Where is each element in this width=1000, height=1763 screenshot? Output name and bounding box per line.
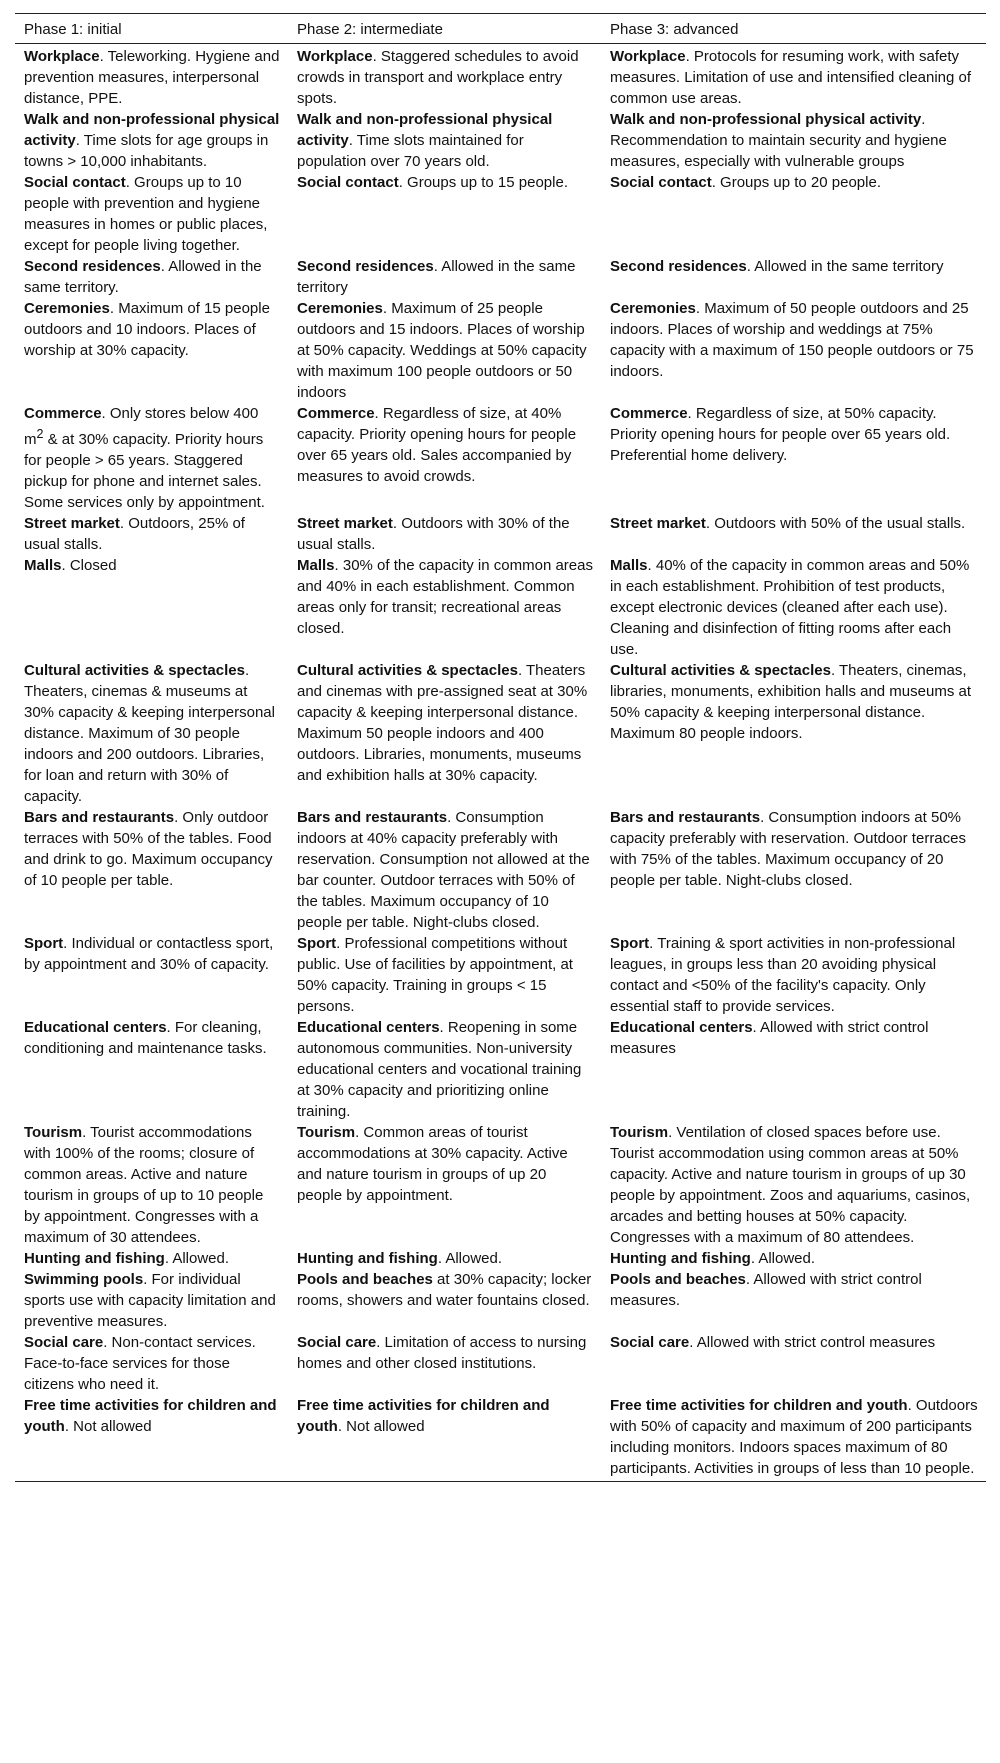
phase-3-cell — [601, 298, 986, 403]
phase-1-cell — [15, 513, 288, 555]
measure-category: Second residences — [24, 258, 161, 275]
phase-2-cell — [288, 1395, 601, 1482]
measure-category: Malls — [610, 557, 648, 574]
measure-text: . Maximum of 50 people outdoors and 25 indoors. Places of worship and weddings at 75% capacity with a maximum of 150 people outdoors or 75 indoors. — [610, 300, 974, 380]
measure-category: Commerce — [610, 405, 688, 422]
measure-category: Swimming pools — [24, 1271, 144, 1288]
measure-category: Educational centers — [610, 1019, 753, 1036]
table-row — [15, 172, 986, 256]
phase-2-cell — [288, 660, 601, 807]
measure-text: . Staggered schedules to avoid crowds in transport and workplace entry spots. — [297, 48, 579, 107]
measure-text: . Groups up to 15 people. — [398, 174, 568, 191]
measure-text: . Ventilation of closed spaces before use. Tourist accommodation using common areas at 50% capacity. Active and nature tourism in groups of up 30 people by appointment. Zoos and aquariums, casinos, arcades and betting houses at 50% capacity. Congresses with a maximum of 80 attendees. — [610, 1124, 971, 1246]
measure-text: . Allowed in the same territory. — [24, 258, 262, 296]
phase-3-cell — [601, 403, 986, 513]
table-row — [15, 807, 986, 933]
measure-text: . Allowed. — [437, 1250, 503, 1267]
phase-3-cell — [601, 172, 986, 256]
phase-1-cell — [15, 1395, 288, 1482]
measure-text: . Professional competitions without public. Use of facilities by appointment, at 50% capacity. Training in groups < 15 persons. — [297, 935, 573, 1015]
measure-text: . 40% of the capacity in common areas and 50% in each establishment. Prohibition of test products, except electronic devices (cleaned after each use). Cleaning and disinfection of fitting rooms after each use. — [610, 557, 970, 658]
deescalation-measures-table — [15, 13, 986, 1482]
measure-category: Sport — [24, 935, 64, 952]
measure-category: Ceremonies — [610, 300, 696, 317]
measure-text: . Protocols for resuming work, with safety measures. Limitation of use and intensified cleaning of common use areas. — [610, 48, 972, 107]
phase-1-cell — [15, 1017, 288, 1122]
measure-category: Educational centers — [24, 1019, 167, 1036]
measure-category: Tourism — [24, 1124, 83, 1141]
phase-1-cell — [15, 109, 288, 172]
measure-category: Bars and restaurants — [24, 809, 175, 826]
measure-text: . For individual sports use with capacity limitation and preventive measures. — [24, 1271, 276, 1330]
phase-1-cell — [15, 933, 288, 1017]
measure-text: . Outdoors with 50% of the usual stalls. — [705, 515, 966, 532]
measure-text: . Not allowed — [337, 1418, 425, 1435]
phase-3-cell — [601, 660, 986, 807]
table-row — [15, 298, 986, 403]
measure-text: . Outdoors, 25% of usual stalls. — [24, 515, 245, 553]
measure-category: Commerce — [24, 405, 102, 422]
measure-text: . Outdoors with 30% of the usual stalls. — [297, 515, 570, 553]
phase-1-cell — [15, 1332, 288, 1395]
measure-text: . Allowed. — [750, 1250, 816, 1267]
phase-3-cell — [601, 256, 986, 298]
phase-2-cell — [288, 1269, 601, 1332]
phase-2-cell — [288, 1017, 601, 1122]
phase-3-cell — [601, 1017, 986, 1122]
measure-category: Social contact — [610, 174, 712, 191]
measure-text: . Only stores below 400 m — [24, 405, 259, 448]
measure-category: Free time activities for children and youth — [297, 1397, 550, 1435]
measure-category: Bars and restaurants — [297, 809, 448, 826]
measure-category: Street market — [24, 515, 120, 532]
phase-2-cell — [288, 807, 601, 933]
measure-category: Educational centers — [297, 1019, 440, 1036]
table-header — [15, 14, 986, 44]
measure-category: Sport — [610, 935, 650, 952]
measure-category: Free time activities for children and youth — [610, 1397, 908, 1414]
measure-category: Tourism — [297, 1124, 356, 1141]
header-phase-1: Phase 1: initial — [15, 14, 288, 44]
measure-text: . Allowed in the same territory — [297, 258, 576, 296]
table-row — [15, 513, 986, 555]
measure-category: Ceremonies — [297, 300, 383, 317]
phase-2-cell — [288, 256, 601, 298]
phase-1-cell — [15, 298, 288, 403]
measure-text: . Allowed in the same territory — [746, 258, 944, 275]
phase-1-cell — [15, 555, 288, 660]
phase-3-cell — [601, 1122, 986, 1248]
measure-category: Second residences — [297, 258, 434, 275]
header-phase-2: Phase 2: intermediate — [288, 14, 601, 44]
table-row — [15, 1332, 986, 1395]
measure-text: . Allowed. — [164, 1250, 230, 1267]
phase-3-cell — [601, 1395, 986, 1482]
measure-text: . Training & sport activities in non-professional leagues, in groups less than 20 avoiding physical contact and <50% of the facility's capacity. Only essential staff to provide services. — [610, 935, 956, 1015]
measure-category: Workplace — [24, 48, 100, 65]
measure-text: . Theaters, cinemas & museums at 30% capacity & keeping interpersonal distance. Maximum of 30 people indoors and 200 outdoors. Libraries, for loan and return with 30% of capacity. — [24, 662, 275, 805]
measure-category: Hunting and fishing — [610, 1250, 751, 1267]
measure-text: . Consumption indoors at 40% capacity preferably with reservation. Consumption not allowed at the bar counter. Outdoor terraces with 50% of the tables. Maximum occupancy of 10 people per table. Night-clubs closed. — [297, 809, 590, 931]
measure-text: . Theaters and cinemas with pre-assigned seat at 30% capacity & keeping interpersonal distance. Maximum 50 people indoors and 400 outdoors. Libraries, monuments, museums and exhibition halls at 30% capacity. — [297, 662, 588, 784]
phase-3-cell — [601, 44, 986, 110]
table-row — [15, 933, 986, 1017]
measure-category: Social care — [24, 1334, 104, 1351]
measure-category: Tourism — [610, 1124, 669, 1141]
measure-text: . Individual or contactless sport, by appointment and 30% of capacity. — [24, 935, 274, 973]
measure-category: Cultural activities & spectacles — [610, 662, 831, 679]
measure-category: Pools and beaches — [610, 1271, 746, 1288]
table-row — [15, 109, 986, 172]
measure-text: . Groups up to 20 people. — [711, 174, 881, 191]
phase-1-cell — [15, 1122, 288, 1248]
measure-category: Ceremonies — [24, 300, 110, 317]
phase-2-cell — [288, 403, 601, 513]
measure-text: . Maximum of 15 people outdoors and 10 indoors. Places of worship at 30% capacity. — [24, 300, 270, 359]
measure-category: Free time activities for children and youth — [24, 1397, 277, 1435]
phase-2-cell — [288, 298, 601, 403]
measure-category: Street market — [297, 515, 393, 532]
phase-2-cell — [288, 109, 601, 172]
phase-3-cell — [601, 1248, 986, 1269]
phase-1-cell — [15, 172, 288, 256]
measure-category: Walk and non-professional physical activity — [297, 111, 553, 149]
table-row — [15, 403, 986, 513]
phase-3-cell — [601, 1332, 986, 1395]
measure-category: Walk and non-professional physical activity — [24, 111, 280, 149]
table-row — [15, 555, 986, 660]
measure-text: . 30% of the capacity in common areas and 40% in each establishment. Common areas only for transit; recreational areas closed. — [297, 557, 593, 637]
measure-category: Pools and beaches — [297, 1271, 433, 1288]
measure-text: . Common areas of tourist accommodations at 30% capacity. Active and nature tourism in groups of up 20 people by appointment. — [297, 1124, 568, 1204]
measure-category: Walk and non-professional physical activity — [610, 111, 922, 128]
phase-2-cell — [288, 1248, 601, 1269]
phase-1-cell — [15, 44, 288, 110]
measure-text: . Closed — [61, 557, 117, 574]
measure-category: Hunting and fishing — [24, 1250, 165, 1267]
measure-text: . Allowed with strict control measures. — [610, 1271, 922, 1309]
measure-text: . Teleworking. Hygiene and prevention measures, interpersonal distance, PPE. — [24, 48, 280, 107]
header-row — [15, 14, 986, 44]
phase-2-cell — [288, 1332, 601, 1395]
measure-category: Sport — [297, 935, 337, 952]
measure-text: at 30% capacity; locker rooms, showers and water fountains closed. — [297, 1271, 592, 1309]
measure-text: . Non-contact services. Face-to-face services for those citizens who need it. — [24, 1334, 256, 1393]
measure-text: . Only outdoor terraces with 50% of the tables. Food and drink to go. Maximum occupancy of 10 people per table. — [24, 809, 273, 889]
table-row — [15, 44, 986, 110]
measure-category: Social care — [297, 1334, 377, 1351]
header-phase-3: Phase 3: advanced — [601, 14, 986, 44]
table-row — [15, 660, 986, 807]
measure-text: . Recommendation to maintain security and hygiene measures, especially with vulnerable groups — [610, 111, 947, 170]
measure-text: . Allowed with strict control measures — [689, 1334, 936, 1351]
phase-1-cell — [15, 256, 288, 298]
measure-text: . Regardless of size, at 40% capacity. Priority opening hours for people over 65 years old. Sales accompanied by measures to avoid crowds. — [297, 405, 577, 485]
measure-category: Hunting and fishing — [297, 1250, 438, 1267]
measure-text: . For cleaning, conditioning and maintenance tasks. — [24, 1019, 267, 1057]
table-row — [15, 1395, 986, 1482]
measure-text: . Time slots maintained for population over 70 years old. — [297, 132, 524, 170]
table-row — [15, 1248, 986, 1269]
measure-text: . Regardless of size, at 50% capacity. Priority opening hours for people over 65 years old. Preferential home delivery. — [610, 405, 951, 464]
measure-category: Cultural activities & spectacles — [24, 662, 245, 679]
measure-text: & at 30% capacity. Priority hours for people > 65 years. Staggered pickup for phone and internet sales. Some services only by appointment. — [24, 431, 265, 511]
table-row — [15, 1122, 986, 1248]
measure-text: . Time slots for age groups in towns > 10,000 inhabitants. — [24, 132, 269, 170]
phase-3-cell — [601, 109, 986, 172]
phase-1-cell — [15, 1269, 288, 1332]
measure-category: Cultural activities & spectacles — [297, 662, 518, 679]
measure-category: Street market — [610, 515, 706, 532]
measure-category: Malls — [24, 557, 62, 574]
table-row — [15, 1017, 986, 1122]
measure-text: . Consumption indoors at 50% capacity preferably with reservation. Outdoor terraces with 75% of the tables. Maximum occupancy of 20 people per table. Night-clubs closed. — [610, 809, 966, 889]
measure-category: Malls — [297, 557, 335, 574]
phase-2-cell — [288, 513, 601, 555]
measure-category: Social care — [610, 1334, 690, 1351]
measure-text: . Not allowed — [64, 1418, 152, 1435]
measure-text: . Limitation of access to nursing homes and other closed institutions. — [297, 1334, 587, 1372]
measure-text: . Maximum of 25 people outdoors and 15 indoors. Places of worship at 50% capacity. Weddings at 50% capacity with maximum 100 people outdoors or 50 indoors — [297, 300, 587, 401]
phase-3-cell — [601, 933, 986, 1017]
measure-category: Workplace — [610, 48, 686, 65]
table-row — [15, 256, 986, 298]
measure-text: . Groups up to 10 people with prevention and hygiene measures in homes or public places, except for people living together. — [24, 174, 268, 254]
measure-category: Social contact — [24, 174, 126, 191]
phase-3-cell — [601, 513, 986, 555]
table-body — [15, 44, 986, 1482]
measure-category: Second residences — [610, 258, 747, 275]
measure-text: . Theaters, cinemas, libraries, monuments, exhibition halls and museums at 50% capacity & keeping interpersonal distance. Maximum 80 people indoors. — [610, 662, 972, 742]
measure-text: . Allowed with strict control measures — [610, 1019, 929, 1057]
phase-1-cell — [15, 660, 288, 807]
phase-2-cell — [288, 933, 601, 1017]
unit-superscript: 2 — [36, 427, 44, 441]
measure-text: . Outdoors with 50% of capacity and maximum of 200 participants including monitors. Indoors spaces maximum of 80 participants. Activities in groups of less than 10 people. — [610, 1397, 978, 1477]
measure-category: Commerce — [297, 405, 375, 422]
measure-category: Bars and restaurants — [610, 809, 761, 826]
phase-2-cell — [288, 1122, 601, 1248]
phase-2-cell — [288, 172, 601, 256]
table-row — [15, 1269, 986, 1332]
measure-category: Social contact — [297, 174, 399, 191]
measure-text: . Reopening in some autonomous communities. Non-university educational centers and vocational training at 30% capacity and prioritizing online training. — [297, 1019, 582, 1120]
phase-1-cell — [15, 403, 288, 513]
measure-category: Workplace — [297, 48, 373, 65]
phase-2-cell — [288, 555, 601, 660]
phase-3-cell — [601, 807, 986, 933]
phase-3-cell — [601, 1269, 986, 1332]
phase-1-cell — [15, 807, 288, 933]
phase-3-cell — [601, 555, 986, 660]
phase-1-cell — [15, 1248, 288, 1269]
phase-2-cell — [288, 44, 601, 110]
measure-text: . Tourist accommodations with 100% of the rooms; closure of common areas. Active and nature tourism in groups of up to 10 people by appointment. Congresses with a maximum of 30 attendees. — [24, 1124, 264, 1246]
